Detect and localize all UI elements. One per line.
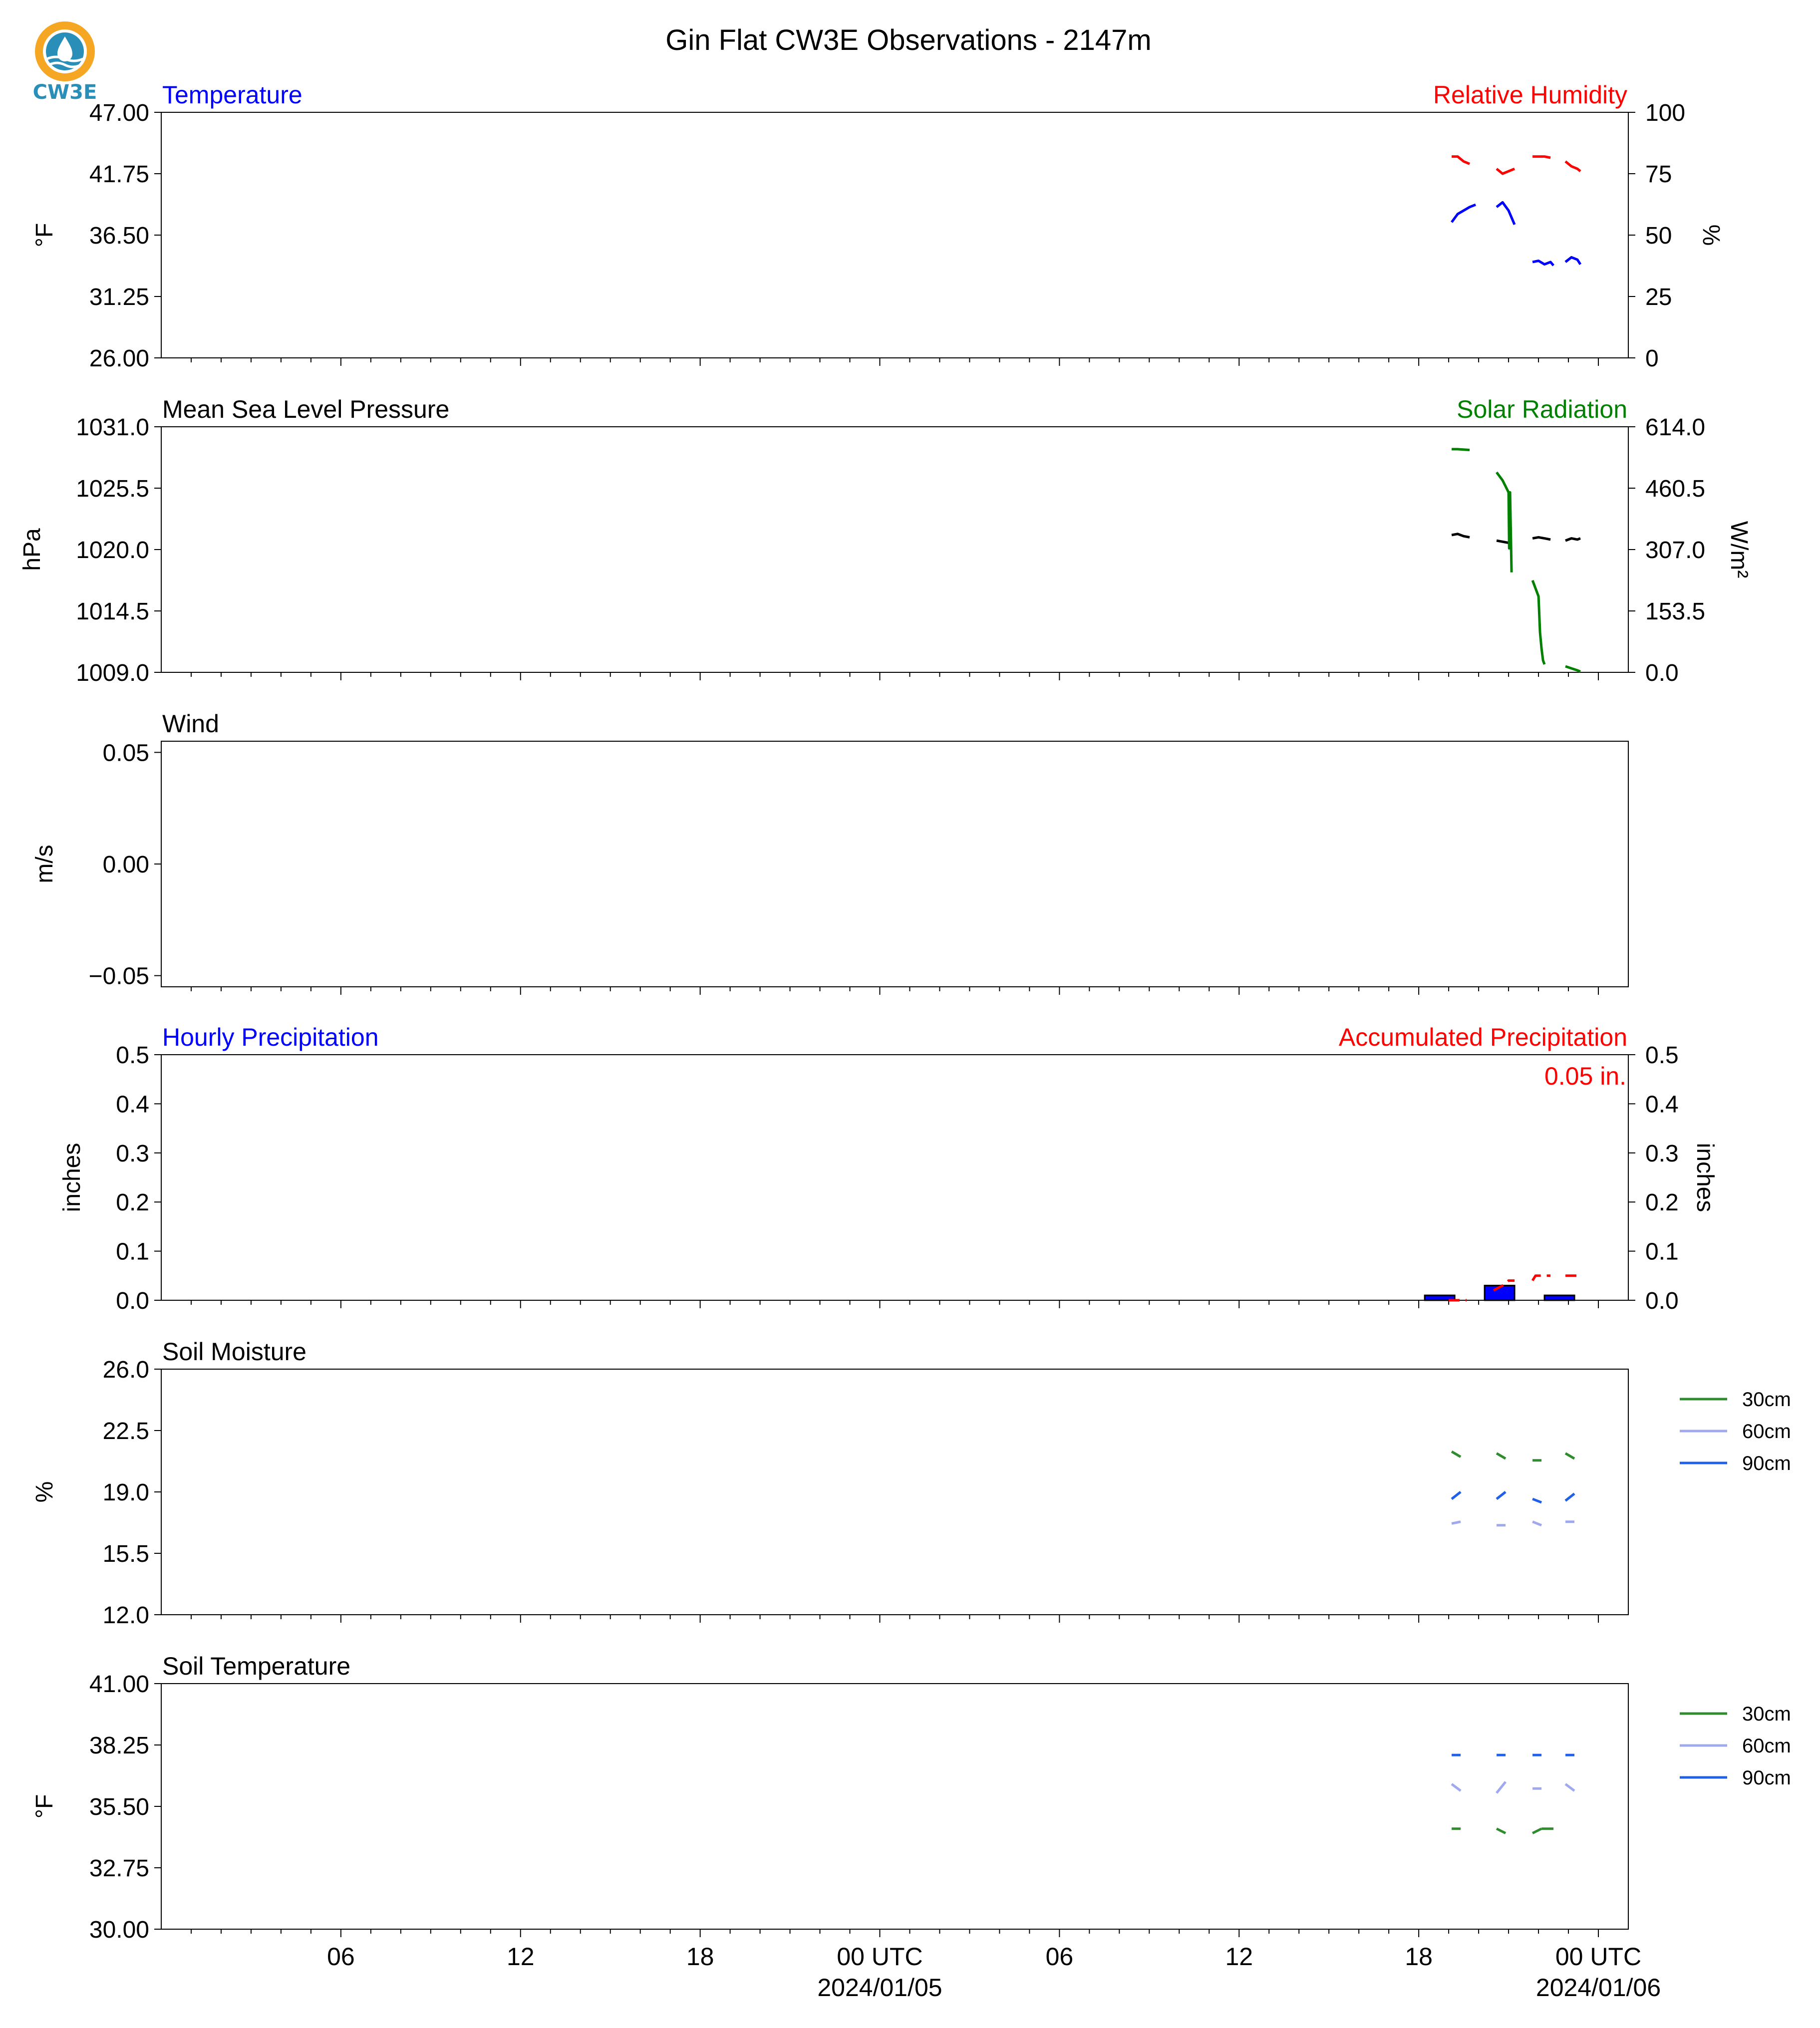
series-relative-humidity-segment-4 — [1565, 161, 1580, 171]
y-tick-label: 35.50 — [89, 1794, 149, 1820]
y-tick-label: 30.00 — [89, 1917, 149, 1943]
y-tick-label: 0.05 — [102, 740, 149, 767]
x-tick-label: 18 — [1405, 1943, 1433, 1971]
series-90cm-segment-4 — [1565, 1494, 1574, 1501]
accumulated-total-annotation: 0.05 in. — [1544, 1062, 1626, 1090]
y-tick-label: 32.75 — [89, 1855, 149, 1882]
panel-title-right: Solar Radiation — [1457, 395, 1627, 423]
series-30cm-segment-3 — [1532, 1829, 1541, 1833]
y-tick-label: 1009.0 — [76, 660, 149, 686]
y-tick-label: 38.25 — [89, 1733, 149, 1759]
series-60cm-segment-3 — [1532, 1522, 1541, 1525]
y-axis-label: m/s — [31, 845, 58, 883]
y-tick-label: 47.00 — [89, 100, 149, 126]
panel-3 — [31, 710, 1628, 995]
y-axis-label: inches — [59, 1143, 85, 1212]
y-tick-label-right: 0.5 — [1645, 1042, 1679, 1069]
panel-title-left: Wind — [162, 710, 219, 738]
y-tick-label: 0.5 — [116, 1042, 149, 1069]
plot-frame — [161, 427, 1628, 672]
x-tick-label: 06 — [1045, 1943, 1074, 1971]
y-tick-label: 1014.5 — [76, 598, 149, 625]
y-tick-label: 26.00 — [89, 345, 149, 372]
x-tick-label: 06 — [327, 1943, 355, 1971]
y-tick-label: 0.3 — [116, 1140, 149, 1167]
legend-label-90cm: 90cm — [1742, 1452, 1791, 1474]
y-tick-label: 41.75 — [89, 161, 149, 188]
y-tick-label-right: 0.2 — [1645, 1189, 1679, 1216]
x-tick-date-label: 2024/01/05 — [817, 1974, 942, 2002]
series-90cm-segment-2 — [1497, 1492, 1506, 1499]
y-tick-label-right: 0.0 — [1645, 1288, 1679, 1314]
y-tick-label: 1025.5 — [76, 476, 149, 502]
y-tick-label-right: 0.3 — [1645, 1140, 1679, 1167]
y-tick-label-right: 0.1 — [1645, 1238, 1679, 1265]
x-tick-label: 12 — [506, 1943, 535, 1971]
series-relative-humidity-segment-3 — [1532, 157, 1550, 158]
y-axis-label: °F — [31, 1794, 58, 1819]
y-tick-label-right: 50 — [1645, 223, 1672, 249]
series-90cm-segment-3 — [1532, 1499, 1541, 1502]
series-30cm-segment-2 — [1497, 1829, 1506, 1833]
y-tick-label: 19.0 — [102, 1479, 149, 1506]
panel-title-right: Relative Humidity — [1433, 81, 1627, 109]
y-tick-label-right: 307.0 — [1645, 537, 1706, 564]
y-tick-label-right: 153.5 — [1645, 598, 1706, 625]
panel-title-left: Soil Temperature — [162, 1652, 351, 1680]
y-tick-label: 0.00 — [102, 852, 149, 878]
legend — [1680, 1703, 1791, 1789]
series-temperature-segment-2 — [1497, 202, 1515, 225]
series-solar-radiation-segment-3 — [1532, 580, 1544, 664]
y-tick-label-right: 25 — [1645, 284, 1672, 310]
y-tick-label: 12.0 — [102, 1602, 149, 1629]
x-tick-label: 18 — [686, 1943, 714, 1971]
y-axis-label-right: % — [1698, 224, 1724, 246]
panel-title-left: Temperature — [162, 81, 303, 109]
series-60cm-segment-2 — [1497, 1782, 1506, 1793]
y-tick-label: 0.2 — [116, 1189, 149, 1216]
series-accumulated-precipitation-segment-3 — [1532, 1276, 1550, 1281]
legend-label-60cm: 60cm — [1742, 1735, 1791, 1757]
precip-bar-3 — [1544, 1295, 1574, 1300]
y-tick-label: −0.05 — [88, 963, 149, 990]
series-relative-humidity-segment-2 — [1497, 169, 1515, 174]
x-tick-label: 00 UTC — [837, 1943, 923, 1971]
series-mean-sea-level-pressure-segment-3 — [1532, 537, 1550, 540]
y-tick-label-right: 0.4 — [1645, 1091, 1679, 1118]
y-axis-label-right: W/m² — [1726, 521, 1752, 579]
y-axis-label: % — [31, 1481, 58, 1503]
panel-5 — [31, 1338, 1791, 1629]
series-relative-humidity-segment-1 — [1452, 157, 1470, 164]
panel-6 — [31, 1652, 1791, 1943]
series-temperature-segment-4 — [1565, 258, 1580, 265]
y-tick-label: 26.0 — [102, 1357, 149, 1383]
panel-2 — [19, 395, 1752, 686]
series-60cm-segment-4 — [1565, 1784, 1574, 1790]
y-tick-label-right: 100 — [1645, 100, 1686, 126]
y-tick-label-right: 0 — [1645, 345, 1659, 372]
plot-frame — [161, 741, 1628, 987]
y-axis-label: hPa — [19, 528, 45, 571]
y-tick-label: 31.25 — [89, 284, 149, 310]
plot-frame — [161, 1369, 1628, 1615]
series-solar-radiation-segment-4 — [1565, 666, 1580, 671]
plot-frame — [161, 1684, 1628, 1929]
y-tick-label: 41.00 — [89, 1671, 149, 1698]
x-tick-label: 00 UTC — [1555, 1943, 1642, 1971]
panel-title-left: Mean Sea Level Pressure — [162, 395, 450, 423]
y-tick-label: 0.1 — [116, 1238, 149, 1265]
plot-frame — [161, 112, 1628, 358]
y-tick-label-right: 75 — [1645, 161, 1672, 188]
panel-1 — [31, 81, 1724, 372]
y-axis-label: °F — [31, 223, 58, 248]
series-90cm-segment-1 — [1452, 1492, 1461, 1499]
legend — [1680, 1389, 1791, 1474]
y-tick-label-right: 0.0 — [1645, 660, 1679, 686]
logo-text: CW3E — [32, 81, 97, 104]
y-tick-label-right: 460.5 — [1645, 476, 1706, 502]
series-60cm-segment-1 — [1452, 1784, 1461, 1790]
series-mean-sea-level-pressure-segment-1 — [1452, 534, 1470, 538]
legend-label-60cm: 60cm — [1742, 1421, 1791, 1443]
y-tick-label: 0.4 — [116, 1091, 149, 1118]
panel-title-left: Soil Moisture — [162, 1338, 306, 1366]
legend-label-30cm: 30cm — [1742, 1389, 1791, 1411]
series-30cm-segment-4 — [1565, 1453, 1574, 1459]
y-tick-label: 1031.0 — [76, 414, 149, 441]
legend-label-90cm: 90cm — [1742, 1767, 1791, 1789]
y-tick-label: 15.5 — [102, 1541, 149, 1567]
y-tick-label-right: 614.0 — [1645, 414, 1706, 441]
panel-title-left: Hourly Precipitation — [162, 1023, 379, 1051]
x-tick-date-label: 2024/01/06 — [1535, 1974, 1661, 2002]
panel-4 — [59, 1023, 1718, 1314]
series-solar-radiation-segment-1 — [1452, 449, 1470, 450]
series-30cm-segment-2 — [1497, 1453, 1506, 1459]
x-tick-label: 12 — [1225, 1943, 1253, 1971]
series-temperature-segment-3 — [1532, 261, 1553, 266]
series-temperature-segment-1 — [1452, 205, 1476, 222]
plot-frame — [161, 1055, 1628, 1300]
series-30cm-segment-1 — [1452, 1451, 1461, 1457]
series-mean-sea-level-pressure-segment-2 — [1497, 541, 1509, 543]
legend-label-30cm: 30cm — [1742, 1703, 1791, 1725]
figure-title: Gin Flat CW3E Observations - 2147m — [665, 24, 1152, 56]
series-solar-radiation-segment-2 — [1497, 472, 1512, 572]
series-60cm-segment-1 — [1452, 1522, 1461, 1524]
series-mean-sea-level-pressure-segment-4 — [1565, 539, 1580, 541]
y-tick-label: 1020.0 — [76, 537, 149, 564]
y-tick-label: 22.5 — [102, 1418, 149, 1445]
y-tick-label: 0.0 — [116, 1288, 149, 1314]
y-axis-label-right: inches — [1692, 1143, 1718, 1212]
panel-title-right: Accumulated Precipitation — [1338, 1023, 1627, 1051]
y-tick-label: 36.50 — [89, 223, 149, 249]
